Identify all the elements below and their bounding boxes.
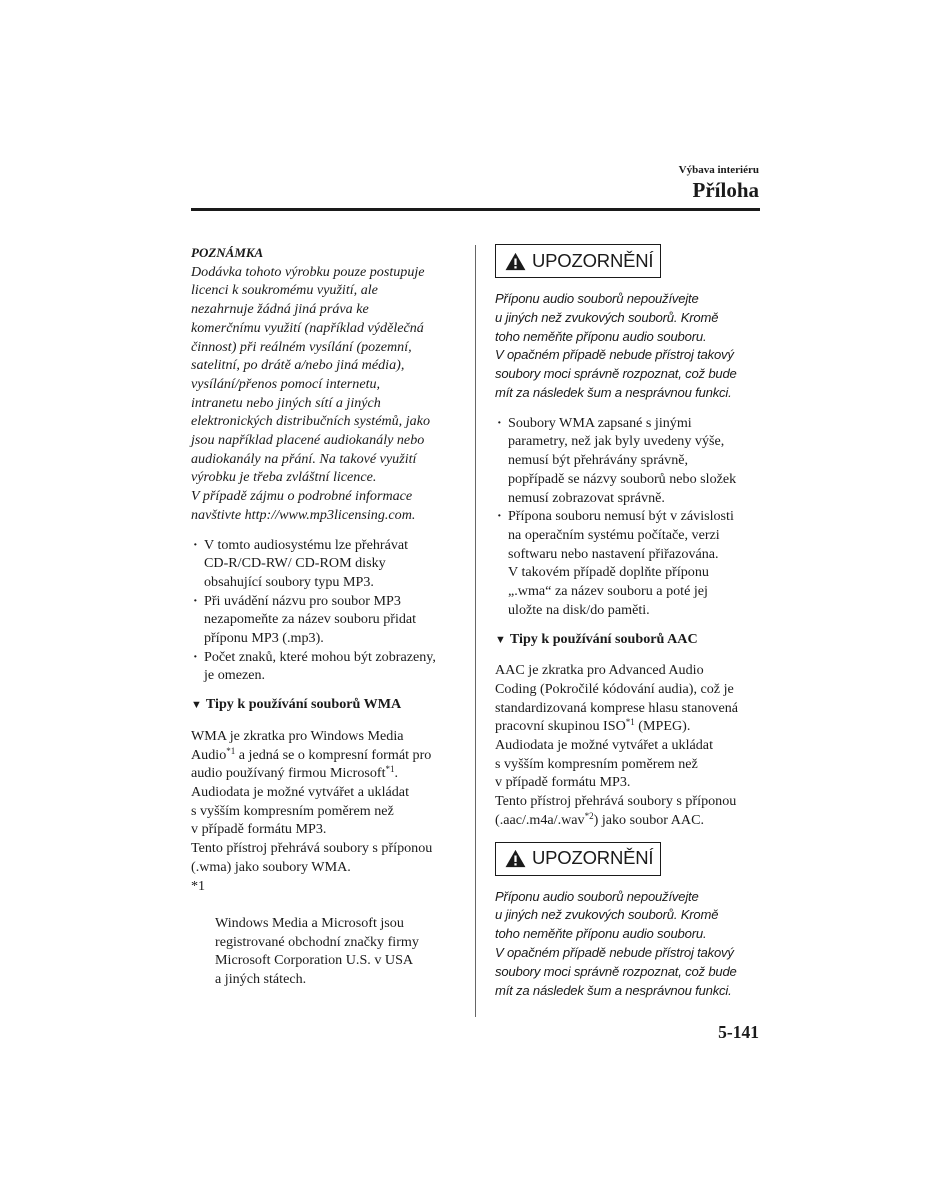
wma-heading [191,695,463,715]
warning-triangle-icon [505,849,526,868]
caution-text: Příponu audio souborů nepoužívejte u jiných než zvukových souborů. Kromě toho neměňte příponu audio souboru. V opačném případě nebude přístroj takový soubory moci správně rozpoznat, což bude mít za následek šum a nesprávnou funkci. [495,888,737,998]
wma-paragraph [191,727,463,877]
right-column [495,244,770,1000]
caution-box [495,842,661,876]
aac-text-1: AAC je zkratka pro Advanced Audio Coding (Pokročilé kódování audia), což je standardizovaná komprese hlasu stanovená pracovní skupinou ISO [495,662,739,735]
warning-triangle-icon [505,252,526,271]
wma-heading-text: Tipy k používání souborů WMA [205,696,402,713]
triangle-down-icon: ▼ [191,699,202,712]
wma-text-1: WMA je zkratka pro Windows Media Audio [191,727,404,763]
note-block [191,244,463,525]
wma-text-3: . Audiodata je možné vytvářet a ukládat s vyšším kompresním poměrem než v případě formátu MP3. Tento přístroj přehrává soubory s příponou (.wma) jako soubory WMA. [191,765,433,875]
footnote-ref: *1 [625,717,635,728]
footnote-text: Windows Media a Microsoft jsou registrované obchodní značky firmy Microsoft Corporation U.S. v USA a jiných státech. [215,914,419,988]
chapter-title: Příloha [692,178,759,202]
caution-text: Příponu audio souborů nepoužívejte u jiných než zvukových souborů. Kromě toho neměňte příponu audio souboru. V opačném případě nebude přístroj takový soubory moci správně rozpoznat, což bude mít za následek šum a nesprávnou funkci. [495,291,737,400]
aac-text-3: ) jako soubor AAC. [593,811,705,828]
footnote-ref: *2 [584,810,594,821]
note-title: POZNÁMKA [191,245,264,260]
list-item: · Počet znaků, které mohou být zobrazeny, je omezen. [191,648,463,685]
wma-bullet-list [495,414,770,620]
aac-heading [495,630,770,650]
aac-paragraph [495,661,770,829]
left-column [191,244,463,989]
footnote-mark: *1 [191,877,206,894]
footnote [191,877,463,989]
column-divider [475,245,476,1017]
page-number: 5-141 [718,1022,759,1042]
section-label: Výbava interiéru [678,164,759,176]
caution-label: UPOZORNĚNÍ [532,847,654,869]
list-item: · Soubory WMA zapsané s jinými parametry, než jak byly uvedeny výše, nemusí být přehrávány správně, popřípadě se názvy souborů nebo složek nemusí zobrazovat správně. [495,414,770,508]
caution-label: UPOZORNĚNÍ [532,249,654,271]
footnote-ref: *1 [226,745,236,756]
list-item: · Při uvádění názvu pro soubor MP3 nezapomeňte za název souboru přidat příponu MP3 (.mp3). [191,592,463,648]
triangle-down-icon: ▼ [495,633,506,646]
footnote-ref: *1 [385,764,395,775]
wma-text-2: a jedná se o kompresní formát pro audio používaný firmou Microsoft [191,746,432,782]
mp3-bullet-list [191,536,463,686]
list-item: · Přípona souboru nemusí být v závislosti na operačním systému počítače, verzi softwaru nebo nastavení přiřazována. V takovém případě doplňte příponu „.wma“ za název souboru a poté jej uložte na disk/do paměti. [495,507,770,619]
note-body: Dodávka tohoto výrobku pouze postupuje licenci k soukromému využití, ale nezahrnuje žádná jiná práva ke komerčnímu využití (například výdělečná činnost) při reálném vysílání (pozemní, satelitní, po drátě a/nebo jiná média), vysílání/přenos pomocí internetu, intranetu nebo jiných sítí a jiných elektronických distribučních systémů, jako jsou například placené audiokanály nebo audiokanály na přání. Na takové využití výrobku je třeba zvláštní licence. V případě zájmu o podrobné informace navštivte http://www.mp3licensing.com. [191,263,430,523]
caution-box [495,244,661,278]
list-item: · V tomto audiosystému lze přehrávat CD-R/CD-RW/ CD-ROM disky obsahující soubory typu MP3. [191,536,463,592]
header-rule [191,208,760,211]
aac-heading-text: Tipy k používání souborů AAC [509,630,698,647]
aac-text-2: (MPEG). Audiodata je možné vytvářet a ukládat s vyšším kompresním poměrem než v případě formátu MP3. Tento přístroj přehrává soubory s příponou (.aac/.m4a/.wav [495,718,737,828]
